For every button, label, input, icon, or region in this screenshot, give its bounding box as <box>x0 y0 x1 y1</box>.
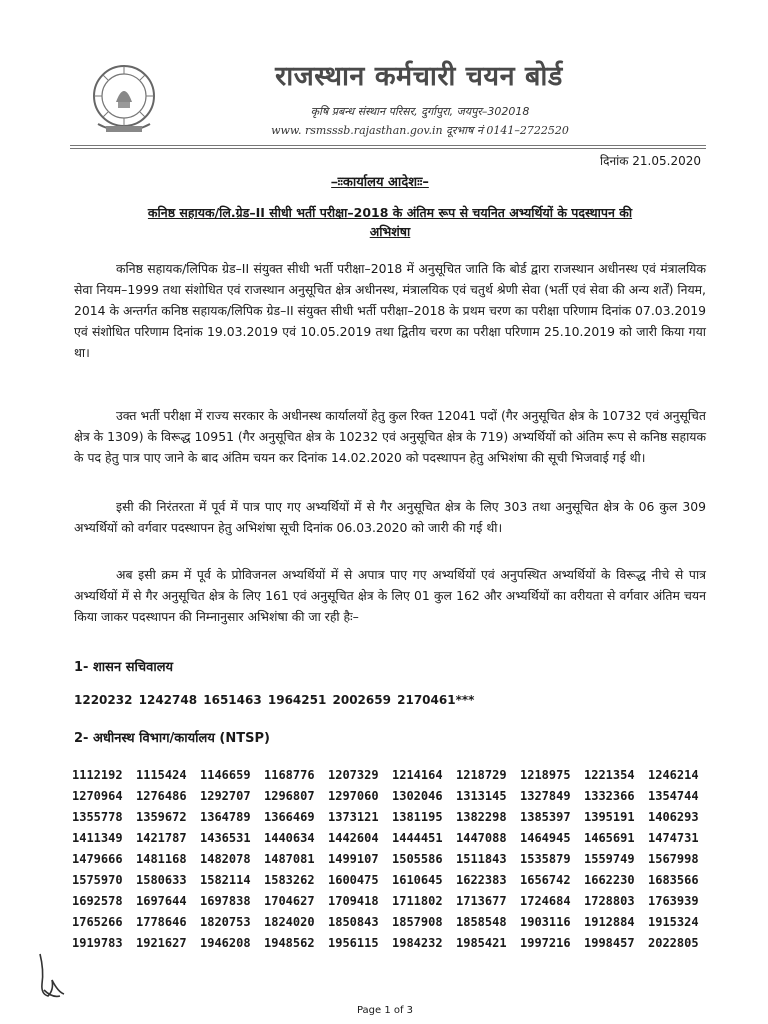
roll-number-cell: 1709418 <box>328 894 379 909</box>
roll-number-cell: 1115424 <box>136 767 187 782</box>
header-divider <box>70 145 706 146</box>
section-1-heading: 1- शासन सचिवालय <box>74 660 174 675</box>
roll-number-cell: 1218975 <box>520 767 571 782</box>
roll-number-cell: 1903116 <box>520 915 571 930</box>
roll-number-cell: 1366469 <box>264 809 315 824</box>
roll-number-cell: 1296807 <box>264 788 315 803</box>
roll-number-cell: 1724684 <box>520 894 571 909</box>
roll-number-cell: 1763939 <box>648 894 699 909</box>
roll-number-cell: 1221354 <box>584 767 635 782</box>
roll-number-cell: 1214164 <box>392 767 443 782</box>
section-1-roll-numbers: 1220232 1242748 1651463 1964251 2002659 2170461*** <box>74 693 475 707</box>
table-row <box>72 933 712 954</box>
roll-number-cell: 1406293 <box>648 809 699 824</box>
header-divider-2 <box>70 148 706 149</box>
roll-number-cell: 1354744 <box>648 788 699 803</box>
order-date: दिनांक 21.05.2020 <box>600 154 701 168</box>
roll-number-cell: 1580633 <box>136 873 187 888</box>
paragraph-3: इसी की निरंतरता में पूर्व में पात्र पाए गए अभ्यर्थियों में से गैर अनुसूचित क्षेत्र के लिए 303 तथा अनुसूचित क्षेत्र के 06 कुल 309 अभ्यर्थियों को वर्गवार पदस्थापन हेतु अभिशंषा सूची दिनांक 06.03.2020 को जारी की गई थी। <box>74 499 706 535</box>
order-subject: कनिष्ठ सहायक/लि.ग्रेड–II सीधी भर्ती परीक्षा–2018 के अंतिम रूप से चयनित अभ्यर्थियों के पदस्थापन की अभिशंषा <box>147 205 633 239</box>
roll-number-cell: 1411349 <box>72 830 123 845</box>
roll-number-cell: 1582114 <box>200 873 251 888</box>
roll-number-cell: 1112192 <box>72 767 123 782</box>
roll-number-cell: 2022805 <box>648 936 699 951</box>
table-row <box>72 912 712 933</box>
board-website-phone: www. rsmsssb.rajasthan.gov.in दूरभाष नं 0141–2722520 <box>271 124 569 137</box>
roll-number-cell: 1482078 <box>200 851 251 866</box>
roll-number-cell: 1984232 <box>392 936 443 951</box>
roll-number-cell: 1919783 <box>72 936 123 951</box>
roll-number-cell: 1997216 <box>520 936 571 951</box>
roll-number-cell: 1567998 <box>648 851 699 866</box>
roll-number-cell: 1382298 <box>456 809 507 824</box>
roll-number-cell: 1662230 <box>584 873 635 888</box>
roll-number-cell: 1168776 <box>264 767 315 782</box>
roll-number-cell: 1622383 <box>456 873 507 888</box>
table-row <box>72 764 712 785</box>
roll-number-cell: 1683566 <box>648 873 699 888</box>
board-address: कृषि प्रबन्ध संस्थान परिसर, दुर्गापुरा, जयपुर–302018 <box>310 105 530 118</box>
roll-number-cell: 1948562 <box>264 936 315 951</box>
board-name-heading: राजस्थान कर्मचारी चयन बोर्ड <box>275 61 563 92</box>
roll-number-cell: 1713677 <box>456 894 507 909</box>
paragraph-2: उक्त भर्ती परीक्षा में राज्य सरकार के अधीनस्थ कार्यालयों हेतु कुल रिक्त 12041 पदों (गैर अनुसूचित क्षेत्र के 10732 एवं अनुसूचित क्षेत्र के 1309) के विरूद्ध 10951 (गैर अनुसूचित क्षेत्र के 10232 एवं अनुसूचित क्षेत्र के 719) अभ्यर्थियों को अंतिम रूप से कनिष्ठ सहायक के पद हेतु पात्र पाए जाने के बाद अंतिम चयन कर दिनांक 14.02.2020 को पदस्थापन हेतु अभिशंषा की सूची भिजवाई गई थी। <box>74 408 706 465</box>
rsmssb-emblem-logo <box>88 62 160 138</box>
roll-number-cell: 1395191 <box>584 809 635 824</box>
roll-number-cell: 1364789 <box>200 809 251 824</box>
roll-number-cell: 1146659 <box>200 767 251 782</box>
roll-number-cell: 1313145 <box>456 788 507 803</box>
roll-number-cell: 1778646 <box>136 915 187 930</box>
roll-number-cell: 1385397 <box>520 809 571 824</box>
table-row <box>72 848 712 869</box>
roll-number-cell: 1474731 <box>648 830 699 845</box>
roll-number-cell: 1436531 <box>200 830 251 845</box>
roll-number-cell: 1857908 <box>392 915 443 930</box>
roll-number-cell: 1270964 <box>72 788 123 803</box>
roll-number-cell: 1692578 <box>72 894 123 909</box>
roll-number-cell: 1704627 <box>264 894 315 909</box>
roll-number-cell: 1442604 <box>328 830 379 845</box>
table-row <box>72 806 712 827</box>
roll-number-cell: 1765266 <box>72 915 123 930</box>
roll-number-cell: 1610645 <box>392 873 443 888</box>
roll-number-cell: 1465691 <box>584 830 635 845</box>
roll-number-cell: 1447088 <box>456 830 507 845</box>
roll-number-cell: 1481168 <box>136 851 187 866</box>
roll-number-cell: 1656742 <box>520 873 571 888</box>
order-title: –ःःकार्यालय आदेशःः– <box>331 175 429 190</box>
roll-number-cell: 1535879 <box>520 851 571 866</box>
roll-number-cell: 1858548 <box>456 915 507 930</box>
roll-number-cell: 1956115 <box>328 936 379 951</box>
roll-number-cell: 1421787 <box>136 830 187 845</box>
ntsp-roll-number-table <box>72 764 712 954</box>
roll-number-cell: 1820753 <box>200 915 251 930</box>
section-2-heading: 2- अधीनस्थ विभाग/कार्यालय (NTSP) <box>74 731 270 746</box>
roll-number-cell: 1583262 <box>264 873 315 888</box>
roll-number-cell: 1912884 <box>584 915 635 930</box>
roll-number-cell: 1824020 <box>264 915 315 930</box>
table-row <box>72 891 712 912</box>
roll-number-cell: 1850843 <box>328 915 379 930</box>
roll-number-cell: 1559749 <box>584 851 635 866</box>
roll-number-cell: 1359672 <box>136 809 187 824</box>
roll-number-cell: 1575970 <box>72 873 123 888</box>
roll-number-cell: 1697838 <box>200 894 251 909</box>
roll-number-cell: 1998457 <box>584 936 635 951</box>
roll-number-cell: 1332366 <box>584 788 635 803</box>
table-row <box>72 827 712 848</box>
roll-number-cell: 1915324 <box>648 915 699 930</box>
roll-number-cell: 1292707 <box>200 788 251 803</box>
roll-number-cell: 1440634 <box>264 830 315 845</box>
roll-number-cell: 1499107 <box>328 851 379 866</box>
roll-number-cell: 1444451 <box>392 830 443 845</box>
roll-number-cell: 1276486 <box>136 788 187 803</box>
roll-number-cell: 1464945 <box>520 830 571 845</box>
roll-number-cell: 1985421 <box>456 936 507 951</box>
roll-number-cell: 1487081 <box>264 851 315 866</box>
roll-number-cell: 1711802 <box>392 894 443 909</box>
roll-number-cell: 1207329 <box>328 767 379 782</box>
roll-number-cell: 1921627 <box>136 936 187 951</box>
roll-number-cell: 1505586 <box>392 851 443 866</box>
roll-number-cell: 1302046 <box>392 788 443 803</box>
paragraph-4: अब इसी क्रम में पूर्व के प्रोविजनल अभ्यर्थियों में से अपात्र पाए गए अभ्यर्थियों एवं अनुपस्थित अभ्यर्थियों के विरूद्ध नीचे से पात्र अभ्यर्थियों में से गैर अनुसूचित क्षेत्र के लिए 161 एवं अनुसूचित क्षेत्र के लिए 01 कुल 162 और अभ्यर्थियों का वरीयता से वर्गवार अंतिम चयन किया जाकर पदस्थापन की निम्नानुसार अभिशंषा की जा रही हैः– <box>74 567 706 624</box>
signature-mark <box>34 950 74 1002</box>
roll-number-cell: 1327849 <box>520 788 571 803</box>
page-number: Page 1 of 3 <box>356 1005 414 1016</box>
roll-number-cell: 1381195 <box>392 809 443 824</box>
paragraph-1: कनिष्ठ सहायक/लिपिक ग्रेड–II संयुक्त सीधी भर्ती परीक्षा–2018 में अनुसूचित जाति कि बोर्ड द्वारा राजस्थान अधीनस्थ एवं मंत्रालयिक सेवा नियम–1999 तथा संशोधित एवं राजस्थान अनुसूचित क्षेत्र अधीनस्थ, मंत्रालयिक एवं चतुर्थ श्रेणी सेवा (भर्ती एवं सेवा की अन्य शर्तें) नियम, 2014 के अन्तर्गत कनिष्ठ सहायक/लिपिक ग्रेड–II संयुक्त सीधी भर्ती परीक्षा–2018 के प्रथम चरण का परीक्षा परिणाम दिनांक 07.03.2019 एवं संशोधित परिणाम दिनांक 19.03.2019 एवं 10.05.2019 तथा द्वितीय चरण का परीक्षा परिणाम 25.10.2019 को जारी किया गया था। <box>74 261 706 360</box>
roll-number-cell: 1355778 <box>72 809 123 824</box>
roll-number-cell: 1511843 <box>456 851 507 866</box>
roll-number-cell: 1600475 <box>328 873 379 888</box>
table-row <box>72 869 712 890</box>
roll-number-cell: 1946208 <box>200 936 251 951</box>
roll-number-cell: 1246214 <box>648 767 699 782</box>
roll-number-cell: 1697644 <box>136 894 187 909</box>
roll-number-cell: 1373121 <box>328 809 379 824</box>
roll-number-cell: 1728803 <box>584 894 635 909</box>
roll-number-cell: 1297060 <box>328 788 379 803</box>
roll-number-cell: 1479666 <box>72 851 123 866</box>
table-row <box>72 785 712 806</box>
roll-number-cell: 1218729 <box>456 767 507 782</box>
